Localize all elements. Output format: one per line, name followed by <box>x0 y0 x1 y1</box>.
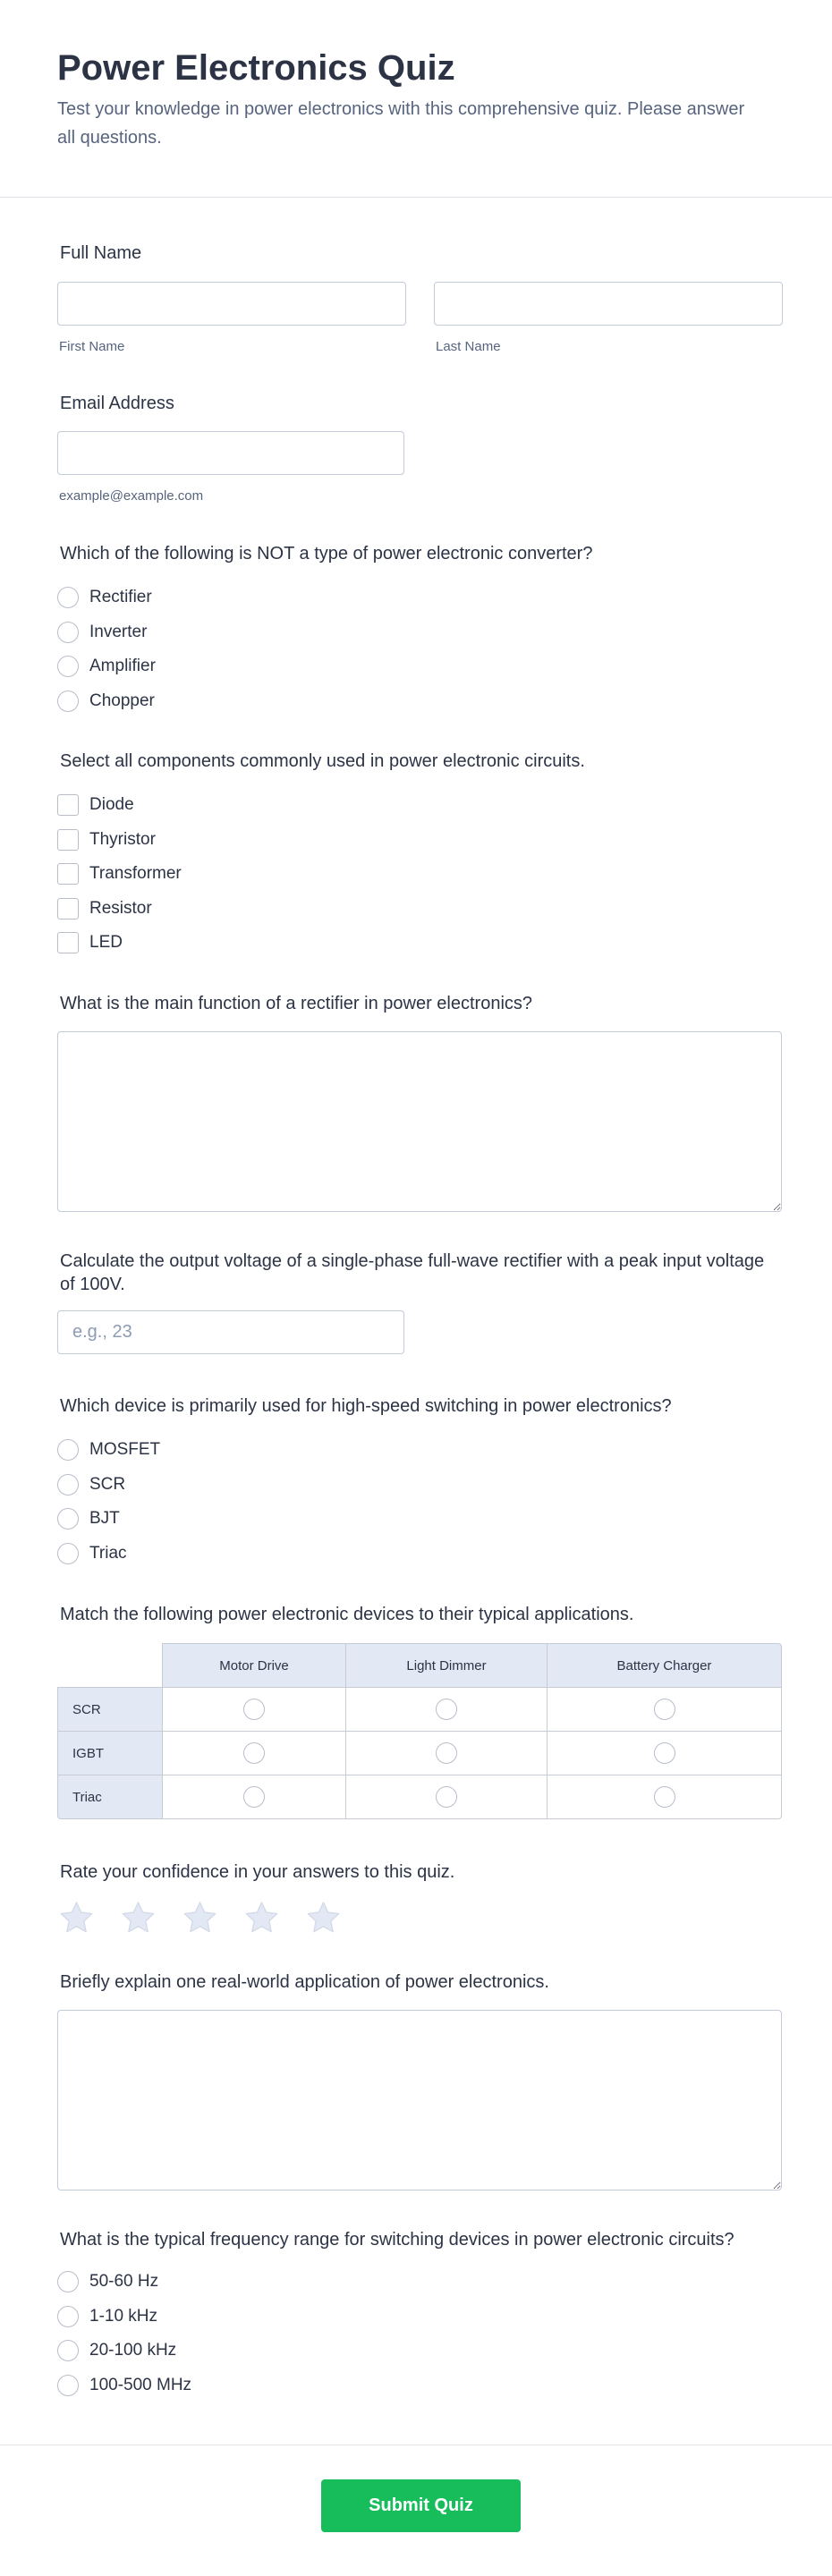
radio-option[interactable] <box>57 684 782 719</box>
checkbox-option[interactable] <box>57 823 782 858</box>
option-label: Inverter <box>89 622 148 641</box>
radio-button[interactable] <box>654 1786 675 1808</box>
radio-group <box>57 1433 782 1571</box>
radio-button[interactable] <box>57 691 79 712</box>
matrix-cell[interactable] <box>346 1732 548 1775</box>
star-icon[interactable] <box>305 1900 342 1936</box>
radio-option[interactable] <box>57 2334 782 2368</box>
matrix-cell[interactable] <box>548 1732 782 1775</box>
star-icon[interactable] <box>120 1900 157 1936</box>
radio-button[interactable] <box>57 2340 79 2361</box>
radio-button[interactable] <box>436 1786 457 1808</box>
star-icon[interactable] <box>58 1900 95 1936</box>
question-output-voltage <box>57 1250 782 1354</box>
option-label: 1-10 kHz <box>89 2306 158 2326</box>
question-confidence-rating <box>57 1860 782 1936</box>
matrix-row-header: SCR <box>57 1688 163 1732</box>
checkbox-option[interactable] <box>57 788 782 823</box>
radio-button[interactable] <box>57 1543 79 1564</box>
option-label: Amplifier <box>89 657 156 676</box>
radio-button[interactable] <box>243 1742 265 1764</box>
question-label: Calculate the output voltage of a single-phase full-wave rectifier with a peak input voltage of 100V. <box>60 1251 765 1294</box>
question-label: Match the following power electronic devices to their typical applications. <box>60 1605 634 1624</box>
question-components <box>57 750 782 961</box>
option-label: Rectifier <box>89 588 152 607</box>
question-label: Briefly explain one real-world application of power electronics. <box>60 1972 549 1992</box>
radio-option[interactable] <box>57 1468 782 1503</box>
radio-option[interactable] <box>57 649 782 684</box>
radio-option[interactable] <box>57 1433 782 1468</box>
first-name-input[interactable] <box>57 282 406 326</box>
checkbox[interactable] <box>57 932 79 953</box>
matrix-cell[interactable] <box>163 1688 346 1732</box>
question-switching-device <box>57 1394 782 1571</box>
question-label: Which device is primarily used for high-speed switching in power electronics? <box>60 1396 672 1416</box>
radio-button[interactable] <box>243 1786 265 1808</box>
question-converter-type <box>57 542 782 718</box>
radio-option[interactable] <box>57 2300 782 2334</box>
checkbox-option[interactable] <box>57 926 782 961</box>
option-label: Diode <box>89 795 134 815</box>
last-name-sublabel: Last Name <box>436 339 501 354</box>
submit-quiz-button[interactable]: Submit Quiz <box>321 2479 521 2532</box>
full-name-field <box>57 242 782 354</box>
matrix-column-header: Motor Drive <box>163 1643 346 1688</box>
radio-button[interactable] <box>57 1508 79 1530</box>
radio-button[interactable] <box>436 1742 457 1764</box>
option-label: Resistor <box>89 898 152 918</box>
matrix-row-header: IGBT <box>57 1732 163 1775</box>
option-label: 20-100 kHz <box>89 2341 177 2360</box>
form-description: Test your knowledge in power electronics with this comprehensive quiz. Please answer all questions. <box>57 99 745 148</box>
radio-option[interactable] <box>57 2368 782 2403</box>
option-label: MOSFET <box>89 1440 161 1460</box>
matrix-corner <box>57 1643 163 1688</box>
question-label: Which of the following is NOT a type of power electronic converter? <box>60 544 593 564</box>
radio-button[interactable] <box>654 1742 675 1764</box>
option-label: Triac <box>89 1543 127 1563</box>
radio-button[interactable] <box>57 2375 79 2396</box>
matrix-cell[interactable] <box>548 1688 782 1732</box>
email-input[interactable] <box>57 431 404 475</box>
last-name-input[interactable] <box>434 282 783 326</box>
checkbox-group <box>57 788 782 961</box>
matrix-table <box>57 1643 782 1819</box>
first-name-sublabel: First Name <box>59 339 125 354</box>
checkbox-option[interactable] <box>57 857 782 892</box>
radio-option[interactable] <box>57 615 782 650</box>
full-name-label: Full Name <box>60 243 142 263</box>
checkbox[interactable] <box>57 863 79 885</box>
radio-button[interactable] <box>243 1699 265 1720</box>
question-label: What is the main function of a rectifier in power electronics? <box>60 994 533 1013</box>
radio-button[interactable] <box>57 656 79 677</box>
form-header <box>0 0 832 198</box>
question-label: Select all components commonly used in power electronic circuits. <box>60 751 585 771</box>
radio-button[interactable] <box>57 1439 79 1461</box>
radio-group <box>57 2265 782 2402</box>
question-label: Rate your confidence in your answers to this quiz. <box>60 1862 455 1882</box>
matrix-cell[interactable] <box>346 1688 548 1732</box>
option-label: 100-500 MHz <box>89 2375 192 2394</box>
matrix-cell[interactable] <box>163 1775 346 1819</box>
option-label: LED <box>89 933 123 953</box>
radio-option[interactable] <box>57 1502 782 1537</box>
checkbox[interactable] <box>57 794 79 816</box>
radio-button[interactable] <box>436 1699 457 1720</box>
email-sublabel: example@example.com <box>59 488 204 504</box>
matrix-cell[interactable] <box>163 1732 346 1775</box>
radio-button[interactable] <box>654 1699 675 1720</box>
radio-button[interactable] <box>57 2271 79 2292</box>
question-device-matrix <box>57 1603 782 1819</box>
email-label: Email Address <box>60 394 174 413</box>
email-field <box>57 392 404 504</box>
application-textarea[interactable] <box>57 2010 782 2190</box>
rectifier-function-textarea[interactable] <box>57 1031 782 1212</box>
question-label: What is the typical frequency range for switching devices in power electronic circuits? <box>60 2230 734 2250</box>
radio-group <box>57 580 782 718</box>
option-label: BJT <box>89 1509 120 1529</box>
radio-option[interactable] <box>57 1537 782 1572</box>
matrix-cell[interactable] <box>346 1775 548 1819</box>
star-rating <box>57 1900 782 1936</box>
option-label: SCR <box>89 1474 126 1494</box>
output-voltage-input[interactable] <box>57 1310 404 1354</box>
option-label: Chopper <box>89 691 155 710</box>
question-real-world-application <box>57 1970 782 2190</box>
option-label: Thyristor <box>89 829 156 849</box>
form-title: Power Electronics Quiz <box>57 48 455 88</box>
question-frequency-range <box>57 2228 782 2402</box>
radio-button[interactable] <box>57 2306 79 2327</box>
matrix-cell[interactable] <box>548 1775 782 1819</box>
radio-button[interactable] <box>57 587 79 608</box>
matrix-row-header: Triac <box>57 1775 163 1819</box>
star-icon[interactable] <box>243 1900 280 1936</box>
option-label: 50-60 Hz <box>89 2272 159 2292</box>
option-label: Transformer <box>89 864 182 884</box>
checkbox[interactable] <box>57 829 79 851</box>
question-rectifier-function <box>57 992 782 1212</box>
radio-button[interactable] <box>57 1474 79 1496</box>
radio-option[interactable] <box>57 2265 782 2300</box>
star-icon[interactable] <box>182 1900 218 1936</box>
checkbox-option[interactable] <box>57 892 782 927</box>
radio-button[interactable] <box>57 622 79 643</box>
radio-option[interactable] <box>57 580 782 615</box>
matrix-column-header: Light Dimmer <box>346 1643 548 1688</box>
checkbox[interactable] <box>57 898 79 919</box>
matrix-column-header: Battery Charger <box>548 1643 782 1688</box>
